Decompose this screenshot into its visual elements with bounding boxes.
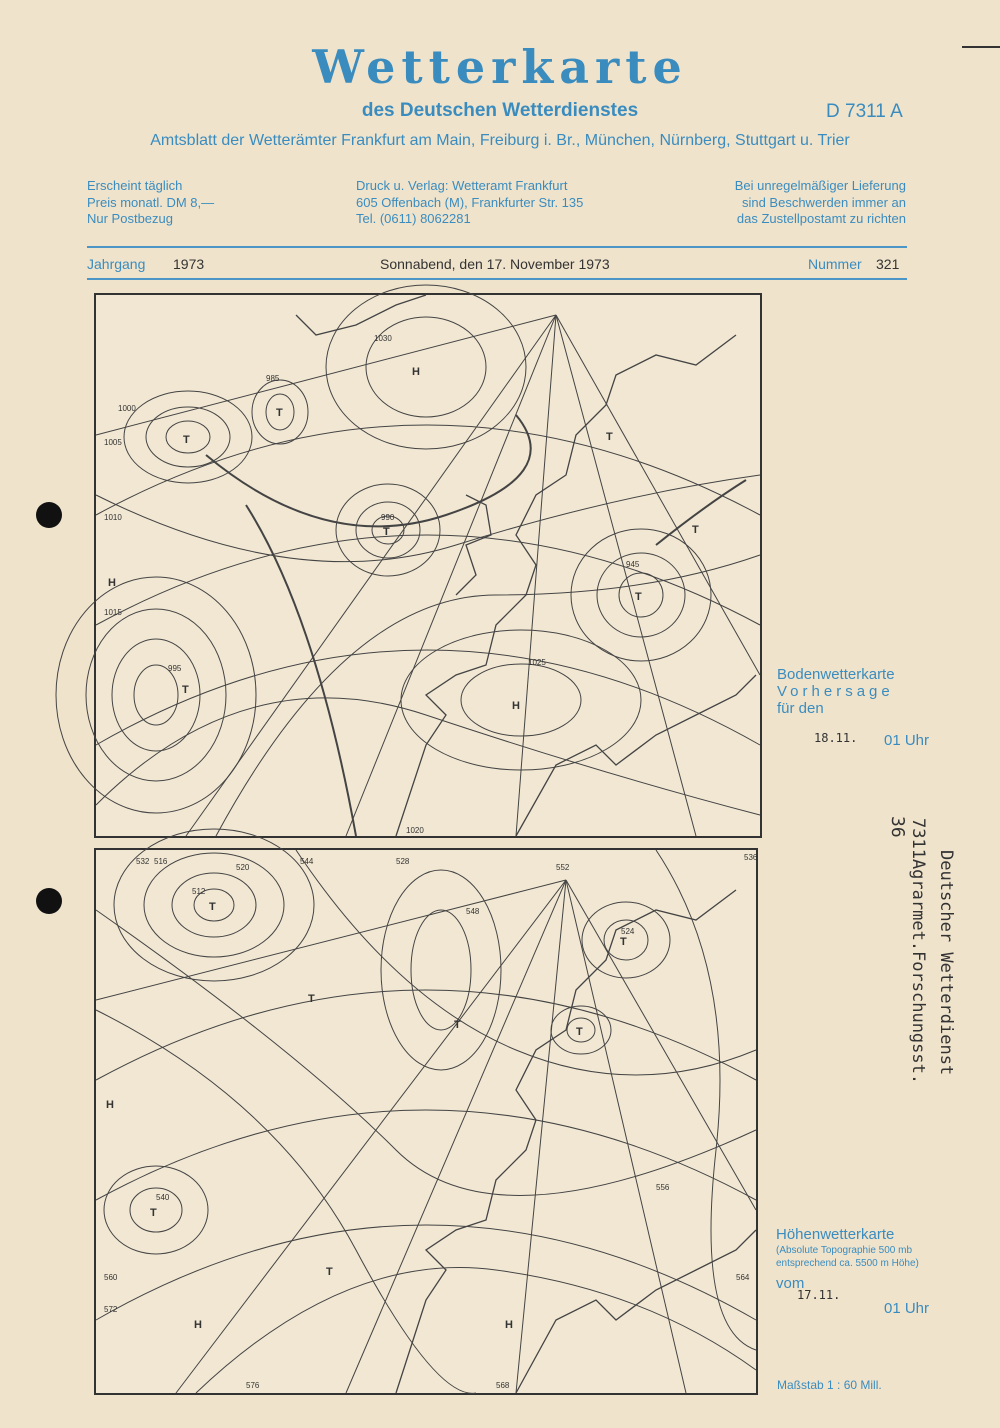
delivery-info — [650, 178, 906, 228]
pressure-label: 1000 — [118, 404, 136, 413]
height-label: 552 — [556, 863, 570, 872]
upper-air-map — [94, 848, 758, 1395]
upper-map-time: 01 Uhr — [884, 1300, 930, 1317]
upper-map-title: Höhenwetterkarte — [776, 1226, 895, 1243]
low-label: T — [606, 431, 613, 443]
high-label: H — [412, 366, 420, 378]
height-label: 536 — [744, 853, 758, 862]
divider-bottom — [87, 278, 907, 280]
pressure-label: 985 — [266, 374, 280, 383]
nummer-label: Nummer — [808, 256, 862, 272]
info-line: Tel. (0611) 8062281 — [356, 211, 471, 226]
low-label: T — [209, 901, 216, 913]
divider-top — [87, 246, 907, 248]
height-label: 532 — [136, 857, 150, 866]
low-label: T — [635, 591, 642, 603]
height-label: 540 — [156, 1193, 170, 1202]
info-line: sind Beschwerden immer an — [741, 194, 906, 210]
height-label: 576 — [246, 1381, 260, 1390]
info-line: Preis monatl. DM 8,— — [87, 194, 215, 210]
high-label: H — [194, 1319, 202, 1331]
upper-map-date: 17.11. — [797, 1288, 841, 1302]
jahrgang-value: 1973 — [173, 256, 205, 272]
height-label: 528 — [396, 857, 410, 866]
height-label: 560 — [104, 1273, 118, 1282]
high-label: H — [512, 700, 520, 712]
low-label: T — [454, 1019, 461, 1031]
pressure-label: 945 — [626, 560, 640, 569]
issue-date — [380, 256, 610, 272]
masthead-subtitle: des Deutschen Wetterdienstes — [361, 100, 639, 121]
nummer-value: 321 — [876, 256, 900, 272]
pressure-label: 1030 — [374, 334, 392, 343]
low-label: T — [150, 1207, 157, 1219]
stamp-line-2: 7311Agrarmet.Forschungsst. — [908, 818, 928, 1085]
low-label: T — [383, 526, 390, 538]
low-label: T — [308, 993, 315, 1005]
upper-caption-line: entsprechend ca. 5500 m Höhe) — [776, 1258, 919, 1269]
height-label: 520 — [236, 863, 250, 872]
high-label: H — [505, 1319, 513, 1331]
pressure-label: 990 — [381, 513, 395, 522]
surface-map-time: 01 Uhr — [884, 732, 930, 749]
surface-map-drawing — [96, 295, 760, 836]
surface-caption-forecast: Vorhersage — [777, 683, 894, 700]
low-label: T — [182, 684, 189, 696]
surface-map-date: 18.11. — [814, 731, 858, 745]
high-label: H — [106, 1099, 114, 1111]
low-label: T — [620, 936, 627, 948]
jahrgang-label: Jahrgang — [87, 256, 146, 272]
surface-pressure-labels — [104, 334, 640, 835]
publisher-info — [356, 178, 583, 228]
height-label: 572 — [104, 1305, 118, 1314]
low-label: T — [692, 524, 699, 536]
height-label: 512 — [192, 887, 206, 896]
punch-hole-bottom — [36, 888, 62, 914]
upper-caption-line: (Absolute Topographie 500 mb — [776, 1245, 913, 1256]
height-label: 516 — [154, 857, 168, 866]
info-line: 605 Offenbach (M), Frankfurter Str. 135 — [356, 194, 584, 210]
height-label: 556 — [656, 1183, 670, 1192]
punch-hole-top — [36, 502, 62, 528]
pressure-label: 1010 — [104, 513, 122, 522]
low-label: T — [276, 407, 283, 419]
height-label: 568 — [496, 1381, 510, 1390]
issue-date-text: Sonnabend, den 17. November 1973 — [380, 256, 610, 272]
upper-map-from: vom — [776, 1275, 805, 1292]
height-label: 524 — [621, 927, 635, 936]
info-line: Nur Postbezug — [87, 211, 173, 226]
pressure-label: 1025 — [528, 658, 546, 667]
masthead-title: Wetterkarte — [312, 40, 688, 94]
upper-height-labels — [104, 853, 758, 1390]
surface-caption-for: für den — [777, 700, 824, 717]
subscription-info — [87, 178, 214, 228]
pressure-label: 1015 — [104, 608, 122, 617]
upper-map-drawing — [96, 850, 756, 1393]
official-gazette-line: Amtsblatt der Wetterämter Frankfurt am Main, Freiburg i. Br., München, Nürnberg, Stuttgart u. Trier — [150, 132, 850, 149]
stamp-number: 36 — [887, 816, 908, 838]
height-label: 544 — [300, 857, 314, 866]
surface-weather-map — [94, 293, 762, 838]
info-line: Druck u. Verlag: Wetteramt Frankfurt — [356, 178, 568, 193]
pressure-label: 995 — [168, 664, 182, 673]
pressure-label: 1020 — [406, 826, 424, 835]
high-label: H — [108, 577, 116, 589]
info-line: Erscheint täglich — [87, 178, 183, 193]
library-stamp — [848, 818, 968, 1138]
low-label: T — [326, 1266, 333, 1278]
upper-map-subcaption — [776, 1244, 919, 1270]
info-line: Bei unregelmäßiger Lieferung — [734, 178, 906, 193]
info-line: das Zustellpostamt zu richten — [736, 211, 906, 226]
surface-caption-title: Bodenwetterkarte — [777, 666, 895, 683]
edge-mark — [962, 46, 1000, 48]
height-label: 564 — [736, 1273, 750, 1282]
surface-map-caption — [777, 666, 895, 717]
low-label: T — [576, 1026, 583, 1038]
low-label: T — [183, 434, 190, 446]
pressure-label: 1005 — [104, 438, 122, 447]
stamp-line-1: Deutscher Wetterdienst — [936, 850, 956, 1076]
map-scale: Maßstab 1 : 60 Mill. — [777, 1378, 882, 1392]
publication-code: D 7311 A — [826, 101, 903, 122]
height-label: 548 — [466, 907, 480, 916]
